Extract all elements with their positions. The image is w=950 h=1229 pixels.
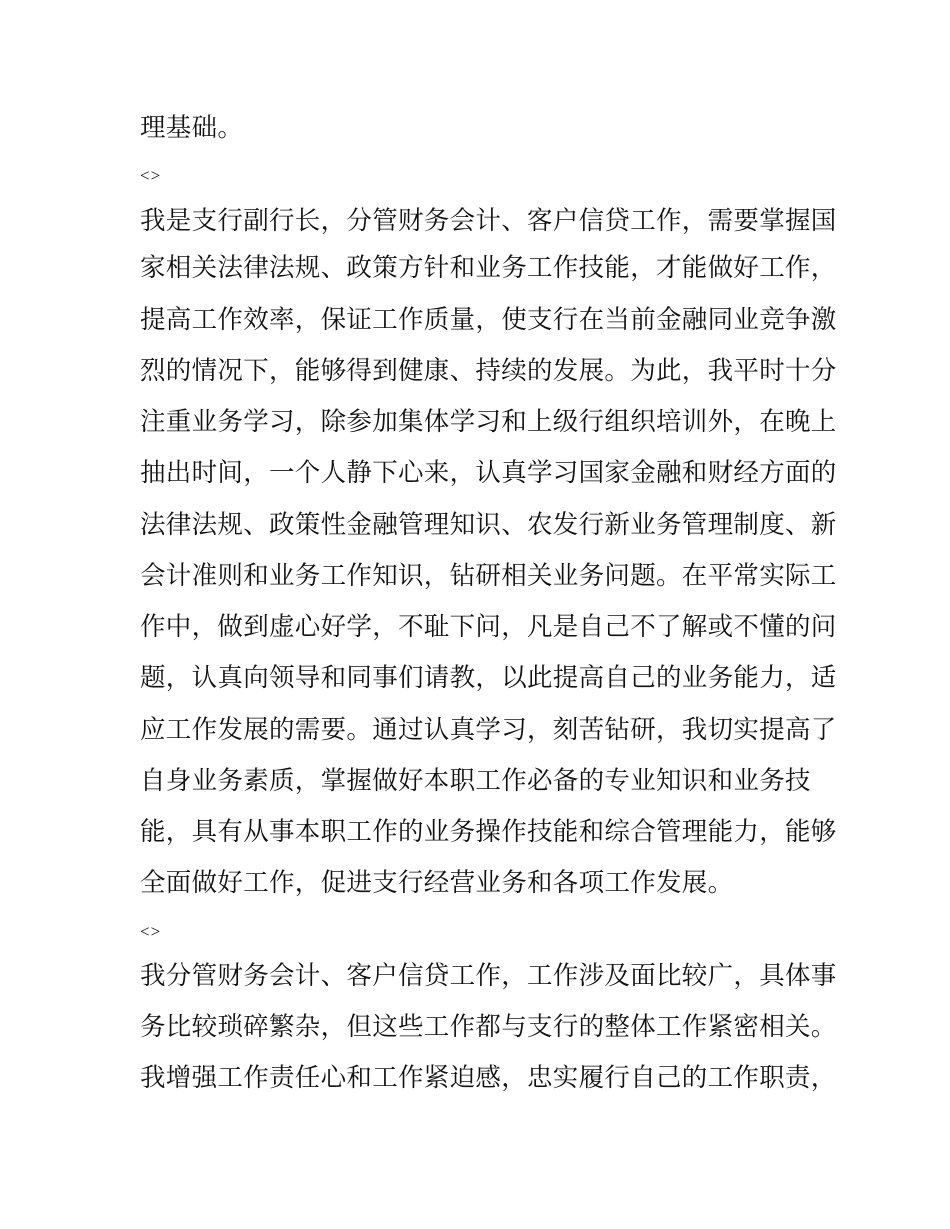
section-marker: <> [140, 922, 162, 941]
text-line: 烈的情况下，能够得到健康、持续的发展。为此，我平时十分 [140, 356, 837, 386]
text-line: 家相关法律法规、政策方针和业务工作技能，才能做好工作， [140, 253, 837, 283]
text-line: 能，具有从事本职工作的业务操作技能和综合管理能力，能够 [140, 817, 837, 847]
text-line: 题，认真向领导和同事们请教，以此提高自己的业务能力，适 [140, 663, 837, 693]
text-line: 应工作发展的需要。通过认真学习，刻苦钻研，我切实提高了 [140, 715, 837, 745]
text-line: 注重业务学习，除参加集体学习和上级行组织培训外，在晚上 [140, 407, 837, 437]
text-line: 我是支行副行长，分管财务会计、客户信贷工作，需要掌握国 [140, 206, 837, 236]
text-line: 抽出时间，一个人静下心来，认真学习国家金融和财经方面的 [140, 458, 837, 488]
text-line: 自身业务素质，掌握做好本职工作必备的专业知识和业务技 [140, 766, 811, 796]
text-line: 作中，做到虚心好学，不耻下问，凡是自己不了解或不懂的问 [140, 612, 837, 642]
text-line: 务比较琐碎繁杂，但这些工作都与支行的整体工作紧密相关。 [140, 1012, 837, 1042]
text-line: 提高工作效率，保证工作质量，使支行在当前金融同业竞争激 [140, 305, 837, 335]
text-line: 我增强工作责任心和工作紧迫感，忠实履行自己的工作职责， [140, 1063, 837, 1093]
text-line: 会计准则和业务工作知识，钻研相关业务问题。在平常实际工 [140, 561, 837, 591]
text-line: 理基础。 [140, 113, 244, 143]
text-line: 我分管财务会计、客户信贷工作，工作涉及面比较广，具体事 [140, 961, 837, 991]
section-marker: <> [140, 166, 162, 185]
text-line: 全面做好工作，促进支行经营业务和各项工作发展。 [140, 868, 734, 898]
text-line: 法律法规、政策性金融管理知识、农发行新业务管理制度、新 [140, 510, 837, 540]
